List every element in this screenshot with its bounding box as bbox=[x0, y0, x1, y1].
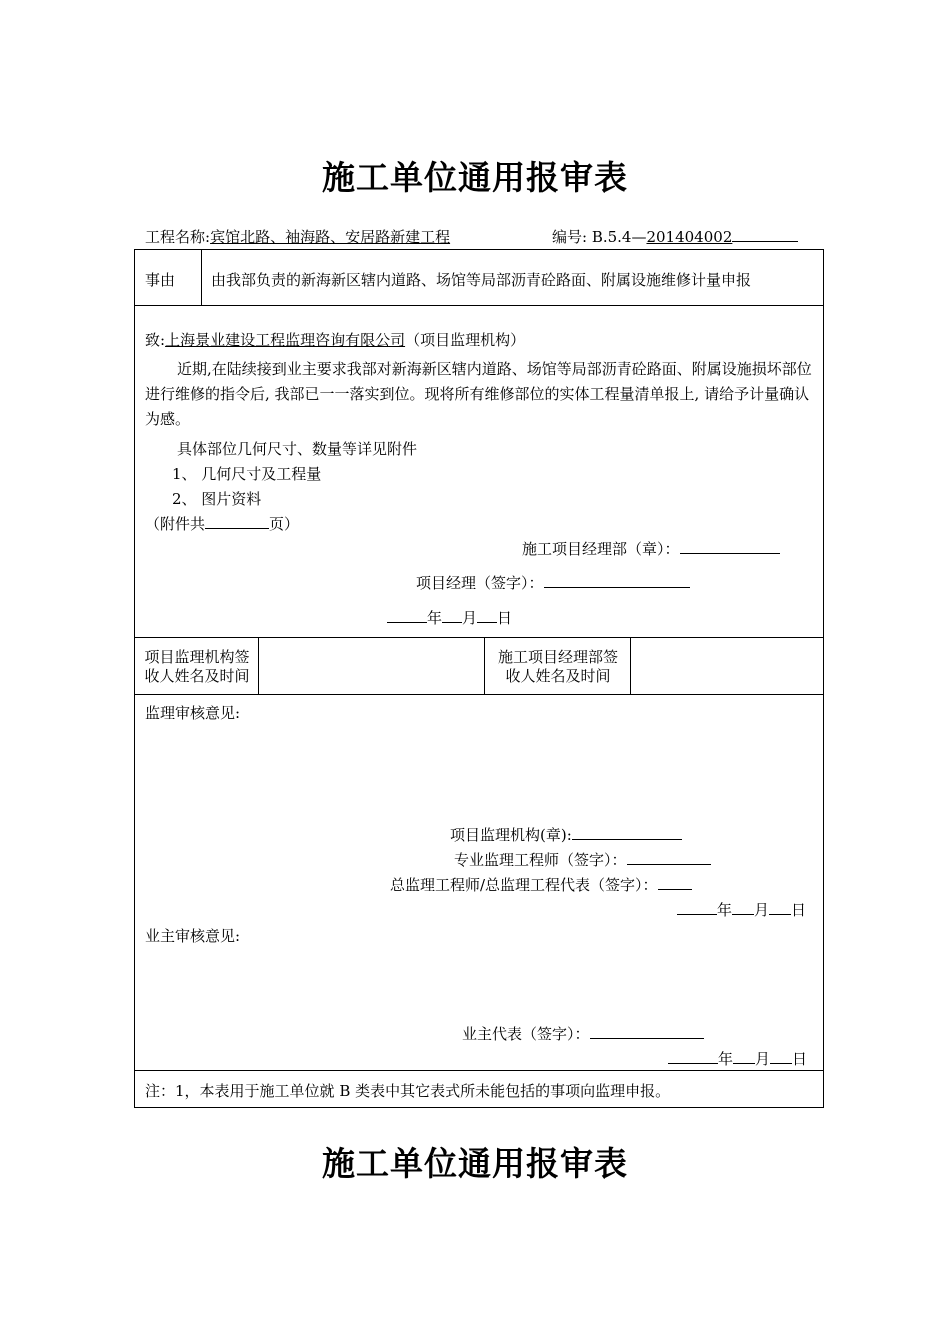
addressee-company: 上海景业建设工程监理咨询有限公司 bbox=[165, 331, 406, 349]
form-number-line bbox=[552, 226, 798, 247]
addressee-line bbox=[145, 329, 525, 350]
row-divider bbox=[134, 1070, 824, 1071]
supervision-org-seal-line bbox=[450, 824, 682, 845]
owner-date-line bbox=[668, 1048, 807, 1069]
owner-day-blank bbox=[770, 1049, 792, 1064]
body-date-line bbox=[387, 607, 512, 628]
supervision-day-label: 日 bbox=[791, 901, 807, 919]
supervision-heading: 监理审核意见: bbox=[145, 704, 241, 722]
body-year-label: 年 bbox=[427, 609, 443, 627]
dept-sign-blank bbox=[680, 539, 780, 554]
details-line: 具体部位几何尺寸、数量等详见附件 bbox=[177, 440, 418, 458]
attachment-item-2: 2、 图片资料 bbox=[172, 490, 262, 508]
engineer-sign-label: 专业监理工程师（签字）： bbox=[454, 851, 627, 869]
project-label: 工程名称: bbox=[145, 228, 211, 246]
attachment-item-1: 1、 几何尺寸及工程量 bbox=[172, 465, 322, 483]
engineer-sign-blank bbox=[627, 850, 711, 865]
project-name: 宾馆北路、袖海路、安居路新建工程 bbox=[210, 228, 451, 246]
project-name-line bbox=[145, 226, 450, 247]
owner-month-label: 月 bbox=[755, 1050, 771, 1068]
supervision-year-label: 年 bbox=[717, 901, 733, 919]
supervision-month-label: 月 bbox=[754, 901, 770, 919]
body-paragraph: 近期,在陆续接到业主要求我部对新海新区辖内道路、场馆等局部沥青砼路面、附属设施损坏部位进行维修的指令后, 我部已一一落实到位。现将所有维修部位的实体工程量清单报上, 请给予计量确认为感。 bbox=[145, 360, 812, 428]
body-day-label: 日 bbox=[497, 609, 513, 627]
supervision-date-line bbox=[677, 899, 806, 920]
chief-sign-label: 总监理工程师/总监理工程代表（签字）： bbox=[390, 876, 658, 894]
dept-sign-line bbox=[522, 538, 780, 559]
supervisor-receipt-label bbox=[136, 648, 258, 686]
column-divider bbox=[484, 637, 485, 694]
owner-month-blank bbox=[733, 1049, 755, 1064]
owner-year-blank bbox=[668, 1049, 718, 1064]
pm-sign-blank bbox=[544, 573, 690, 588]
body-day-blank bbox=[477, 608, 497, 623]
reason-label: 事由 bbox=[145, 271, 176, 289]
supervisor-receipt-label-line2: 收人姓名及时间 bbox=[144, 667, 250, 685]
owner-rep-sign-blank bbox=[590, 1024, 704, 1039]
attachment-count-prefix: （附件共 bbox=[145, 515, 206, 533]
supervision-month-blank bbox=[732, 900, 754, 915]
chief-sign-blank bbox=[658, 875, 692, 890]
body-month-blank bbox=[442, 608, 462, 623]
form-number-value: 201404002 bbox=[646, 228, 733, 246]
engineer-sign-line bbox=[454, 849, 711, 870]
supervision-day-blank bbox=[769, 900, 791, 915]
body-month-label: 月 bbox=[462, 609, 478, 627]
form-number-blank bbox=[732, 227, 798, 242]
reason-text: 由我部负责的新海新区辖内道路、场馆等局部沥青砼路面、附属设施维修计量申报 bbox=[211, 271, 752, 289]
body-year-blank bbox=[387, 608, 427, 623]
supervision-org-seal-label: 项目监理机构(章): bbox=[450, 826, 572, 844]
owner-day-label: 日 bbox=[792, 1050, 808, 1068]
row-divider bbox=[134, 305, 824, 306]
page-title-repeat: 施工单位通用报审表 bbox=[322, 1144, 628, 1183]
addressee-suffix: （项目监理机构） bbox=[405, 331, 526, 349]
pm-sign-label: 项目经理（签字）： bbox=[416, 574, 544, 592]
attachment-count-blank bbox=[205, 514, 269, 529]
chief-sign-line bbox=[390, 874, 692, 895]
attachment-count-suffix: 页） bbox=[269, 515, 300, 533]
attachment-count bbox=[145, 513, 299, 534]
pm-sign-line bbox=[416, 572, 690, 593]
owner-year-label: 年 bbox=[718, 1050, 734, 1068]
form-number-label: 编号: B.5.4— bbox=[552, 228, 647, 246]
footnote: 注：1，本表用于施工单位就 B 类表中其它表式所未能包括的事项向监理申报。 bbox=[145, 1082, 671, 1100]
contractor-receipt-label-line2: 收人姓名及时间 bbox=[505, 667, 611, 685]
contractor-receipt-label bbox=[486, 648, 630, 686]
addressee-prefix: 致: bbox=[145, 331, 166, 349]
owner-heading: 业主审核意见: bbox=[145, 927, 241, 945]
supervisor-receipt-label-line1: 项目监理机构签 bbox=[144, 648, 250, 666]
dept-sign-label: 施工项目经理部（章）： bbox=[522, 540, 680, 558]
column-divider bbox=[201, 249, 202, 305]
column-divider bbox=[258, 637, 259, 694]
row-divider bbox=[134, 637, 824, 638]
owner-rep-sign-line bbox=[462, 1023, 704, 1044]
column-divider bbox=[630, 637, 631, 694]
supervision-year-blank bbox=[677, 900, 717, 915]
page-title: 施工单位通用报审表 bbox=[322, 158, 628, 197]
row-divider bbox=[134, 694, 824, 695]
contractor-receipt-label-line1: 施工项目经理部签 bbox=[497, 648, 618, 666]
owner-rep-sign-label: 业主代表（签字）： bbox=[462, 1025, 590, 1043]
supervision-org-seal-blank bbox=[572, 825, 682, 840]
